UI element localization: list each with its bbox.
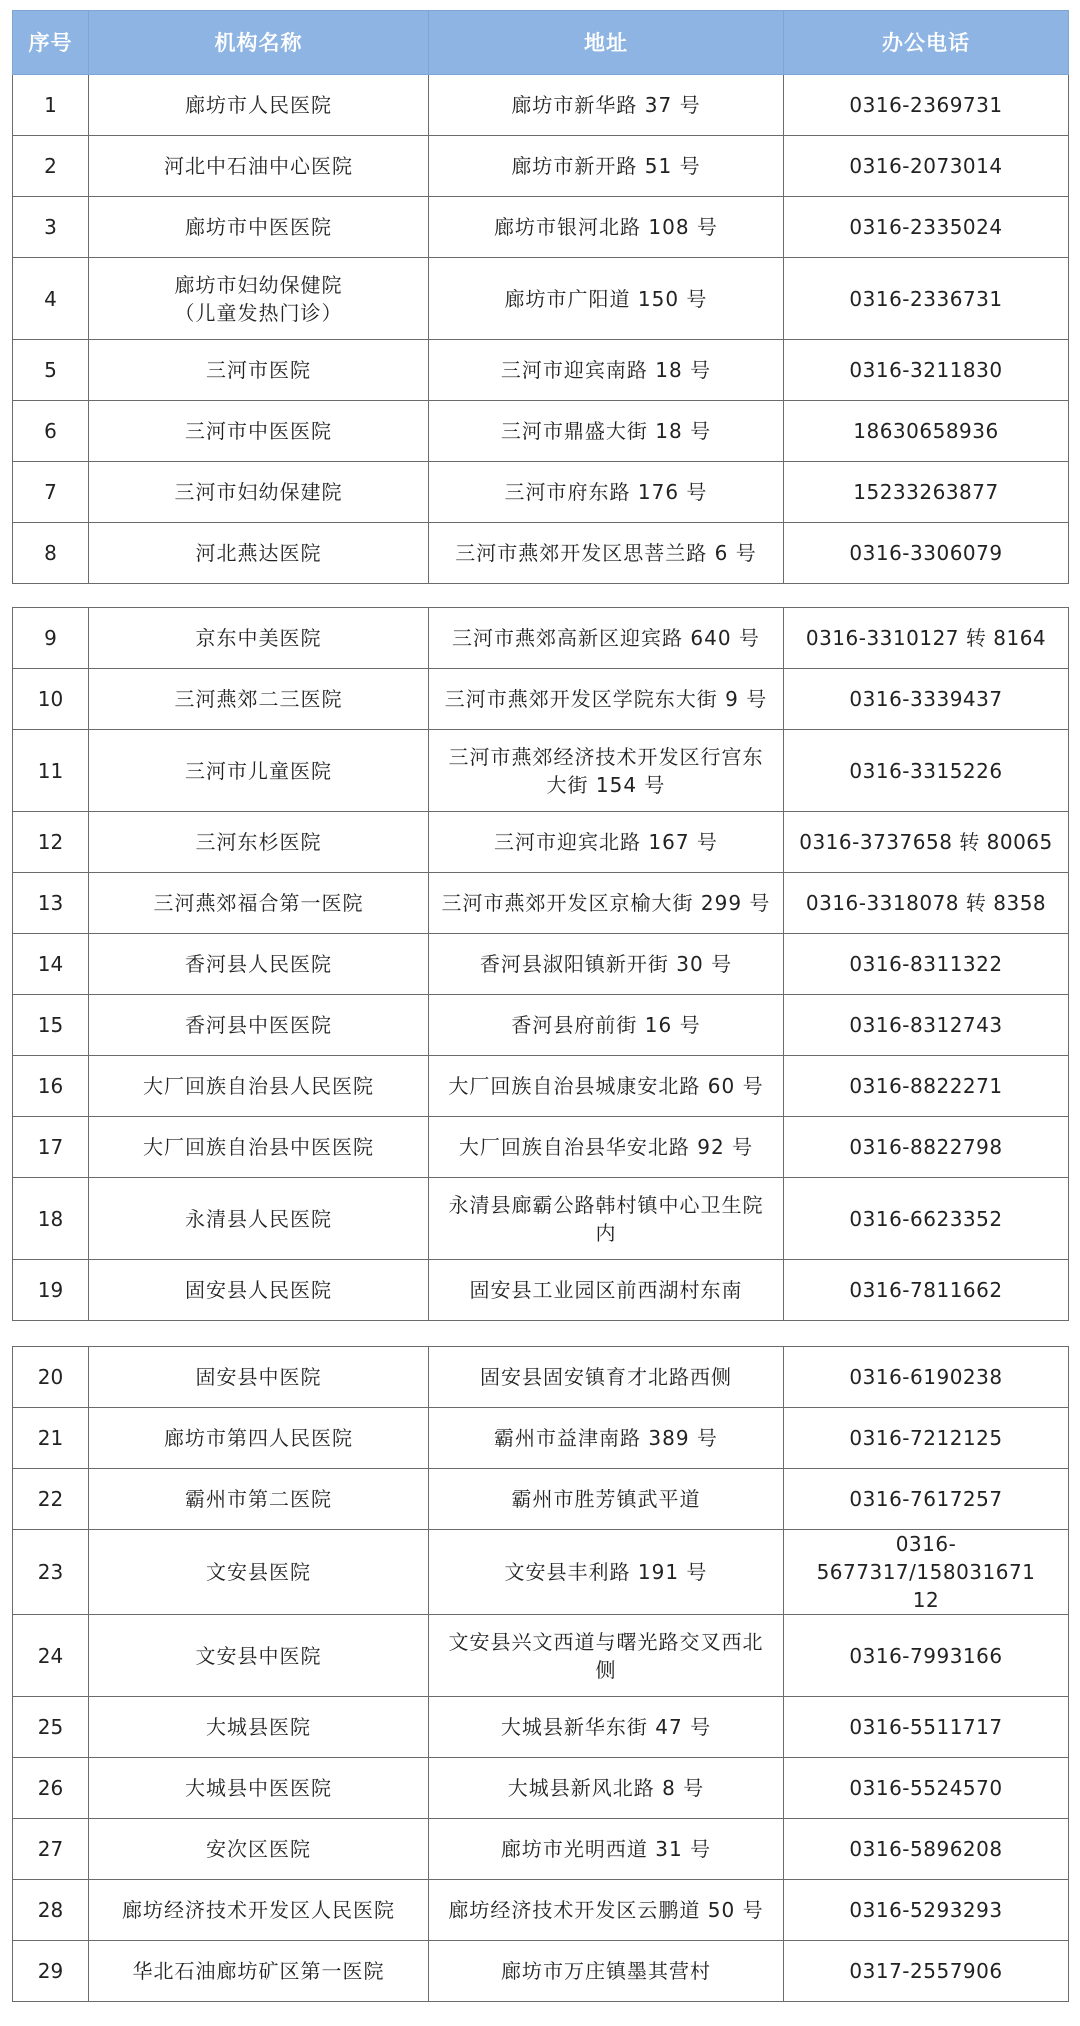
cell-index: 14 — [13, 934, 89, 995]
cell-address: 固安县工业园区前西湖村东南 — [429, 1260, 784, 1321]
cell-index: 2 — [13, 136, 89, 197]
table-row — [13, 995, 1069, 1056]
header-phone: 办公电话 — [784, 11, 1069, 75]
cell-name: 文安县中医院 — [89, 1615, 429, 1697]
cell-index: 6 — [13, 401, 89, 462]
cell-address: 大城县新华东街 47 号 — [429, 1697, 784, 1758]
cell-index: 12 — [13, 812, 89, 873]
cell-index: 28 — [13, 1880, 89, 1941]
cell-address: 廊坊市新开路 51 号 — [429, 136, 784, 197]
cell-address: 三河市鼎盛大街 18 号 — [429, 401, 784, 462]
cell-address: 三河市迎宾北路 167 号 — [429, 812, 784, 873]
cell-address: 文安县兴文西道与曙光路交叉西北 侧 — [429, 1615, 784, 1697]
cell-name: 霸州市第二医院 — [89, 1469, 429, 1530]
cell-address: 廊坊市银河北路 108 号 — [429, 197, 784, 258]
table-row — [13, 1408, 1069, 1469]
cell-index: 7 — [13, 462, 89, 523]
cell-index: 1 — [13, 75, 89, 136]
table-row — [13, 873, 1069, 934]
cell-phone: 0316-5293293 — [784, 1880, 1069, 1941]
table-row — [13, 197, 1069, 258]
cell-address: 三河市燕郊经济技术开发区行宫东 大街 154 号 — [429, 730, 784, 812]
cell-name: 廊坊经济技术开发区人民医院 — [89, 1880, 429, 1941]
table-row — [13, 1819, 1069, 1880]
cell-address: 香河县府前街 16 号 — [429, 995, 784, 1056]
cell-address: 廊坊市广阳道 150 号 — [429, 258, 784, 340]
cell-phone: 0316-5524570 — [784, 1758, 1069, 1819]
cell-name: 文安县医院 — [89, 1530, 429, 1615]
cell-address: 霸州市益津南路 389 号 — [429, 1408, 784, 1469]
cell-phone: 0316-3315226 — [784, 730, 1069, 812]
cell-address: 大城县新风北路 8 号 — [429, 1758, 784, 1819]
table-row — [13, 1615, 1069, 1697]
cell-name: 廊坊市中医医院 — [89, 197, 429, 258]
cell-index: 16 — [13, 1056, 89, 1117]
cell-name: 三河燕郊福合第一医院 — [89, 873, 429, 934]
cell-index: 21 — [13, 1408, 89, 1469]
table-row — [13, 812, 1069, 873]
table-row — [13, 75, 1069, 136]
cell-name: 固安县中医院 — [89, 1347, 429, 1408]
cell-phone: 0316-7811662 — [784, 1260, 1069, 1321]
cell-name: 京东中美医院 — [89, 608, 429, 669]
cell-address: 文安县丰利路 191 号 — [429, 1530, 784, 1615]
cell-address: 廊坊市万庄镇墨其营村 — [429, 1941, 784, 2002]
cell-phone: 0316-7212125 — [784, 1408, 1069, 1469]
cell-phone: 0316-2335024 — [784, 197, 1069, 258]
cell-phone: 0316-8311322 — [784, 934, 1069, 995]
cell-phone: 0316-6190238 — [784, 1347, 1069, 1408]
cell-index: 11 — [13, 730, 89, 812]
cell-address: 廊坊经济技术开发区云鹏道 50 号 — [429, 1880, 784, 1941]
table-row — [13, 1941, 1069, 2002]
cell-name: 三河市中医医院 — [89, 401, 429, 462]
table-row — [13, 608, 1069, 669]
table-row — [13, 1530, 1069, 1615]
cell-phone: 0316-7617257 — [784, 1469, 1069, 1530]
cell-index: 23 — [13, 1530, 89, 1615]
table-row — [13, 258, 1069, 340]
cell-name: 安次区医院 — [89, 1819, 429, 1880]
cell-name: 廊坊市人民医院 — [89, 75, 429, 136]
cell-phone: 18630658936 — [784, 401, 1069, 462]
hospital-table-part-1 — [12, 10, 1069, 584]
cell-index: 20 — [13, 1347, 89, 1408]
cell-phone: 0316-6623352 — [784, 1178, 1069, 1260]
table-row — [13, 1117, 1069, 1178]
cell-index: 27 — [13, 1819, 89, 1880]
cell-name: 大城县医院 — [89, 1697, 429, 1758]
cell-name: 河北中石油中心医院 — [89, 136, 429, 197]
cell-index: 10 — [13, 669, 89, 730]
cell-index: 18 — [13, 1178, 89, 1260]
cell-phone: 0316-7993166 — [784, 1615, 1069, 1697]
cell-phone: 0316-5677317/158031671 12 — [784, 1530, 1069, 1615]
cell-phone: 0316-8312743 — [784, 995, 1069, 1056]
table-row — [13, 1469, 1069, 1530]
table-row — [13, 1758, 1069, 1819]
cell-phone: 0317-2557906 — [784, 1941, 1069, 2002]
cell-index: 22 — [13, 1469, 89, 1530]
cell-name: 固安县人民医院 — [89, 1260, 429, 1321]
cell-phone: 0316-5896208 — [784, 1819, 1069, 1880]
cell-index: 9 — [13, 608, 89, 669]
cell-address: 大厂回族自治县城康安北路 60 号 — [429, 1056, 784, 1117]
table-row — [13, 730, 1069, 812]
cell-name: 三河市医院 — [89, 340, 429, 401]
table-row — [13, 1347, 1069, 1408]
hospital-table-part-3 — [12, 1346, 1069, 2002]
header-address: 地址 — [429, 11, 784, 75]
cell-phone: 0316-5511717 — [784, 1697, 1069, 1758]
cell-address: 三河市府东路 176 号 — [429, 462, 784, 523]
cell-index: 19 — [13, 1260, 89, 1321]
cell-phone: 0316-3310127 转 8164 — [784, 608, 1069, 669]
cell-phone: 0316-8822798 — [784, 1117, 1069, 1178]
header-index: 序号 — [13, 11, 89, 75]
cell-phone: 0316-3339437 — [784, 669, 1069, 730]
cell-phone: 0316-2336731 — [784, 258, 1069, 340]
cell-address: 香河县淑阳镇新开街 30 号 — [429, 934, 784, 995]
cell-name: 大厂回族自治县人民医院 — [89, 1056, 429, 1117]
cell-phone: 0316-3318078 转 8358 — [784, 873, 1069, 934]
table-row — [13, 340, 1069, 401]
cell-name: 大厂回族自治县中医医院 — [89, 1117, 429, 1178]
table-row — [13, 1178, 1069, 1260]
cell-address: 三河市燕郊开发区思菩兰路 6 号 — [429, 523, 784, 584]
cell-name: 香河县人民医院 — [89, 934, 429, 995]
cell-index: 29 — [13, 1941, 89, 2002]
table-row — [13, 934, 1069, 995]
cell-name: 廊坊市妇幼保健院 （儿童发热门诊） — [89, 258, 429, 340]
cell-name: 河北燕达医院 — [89, 523, 429, 584]
cell-name: 三河东杉医院 — [89, 812, 429, 873]
cell-index: 17 — [13, 1117, 89, 1178]
table-header-row — [13, 11, 1069, 75]
table-row — [13, 1880, 1069, 1941]
cell-index: 4 — [13, 258, 89, 340]
cell-address: 廊坊市新华路 37 号 — [429, 75, 784, 136]
cell-index: 8 — [13, 523, 89, 584]
table-row — [13, 523, 1069, 584]
cell-name: 廊坊市第四人民医院 — [89, 1408, 429, 1469]
cell-index: 5 — [13, 340, 89, 401]
cell-index: 15 — [13, 995, 89, 1056]
cell-address: 廊坊市光明西道 31 号 — [429, 1819, 784, 1880]
cell-name: 大城县中医医院 — [89, 1758, 429, 1819]
cell-index: 26 — [13, 1758, 89, 1819]
table-row — [13, 1260, 1069, 1321]
cell-phone: 0316-2073014 — [784, 136, 1069, 197]
cell-index: 24 — [13, 1615, 89, 1697]
cell-address: 大厂回族自治县华安北路 92 号 — [429, 1117, 784, 1178]
cell-address: 三河市燕郊高新区迎宾路 640 号 — [429, 608, 784, 669]
table-row — [13, 1056, 1069, 1117]
table-row — [13, 669, 1069, 730]
cell-address: 永清县廊霸公路韩村镇中心卫生院 内 — [429, 1178, 784, 1260]
cell-name: 永清县人民医院 — [89, 1178, 429, 1260]
cell-name: 三河燕郊二三医院 — [89, 669, 429, 730]
cell-index: 25 — [13, 1697, 89, 1758]
hospital-table-part-2 — [12, 607, 1069, 1321]
cell-name: 香河县中医医院 — [89, 995, 429, 1056]
cell-phone: 0316-2369731 — [784, 75, 1069, 136]
header-name: 机构名称 — [89, 11, 429, 75]
cell-address: 固安县固安镇育才北路西侧 — [429, 1347, 784, 1408]
cell-phone: 0316-3306079 — [784, 523, 1069, 584]
cell-phone: 0316-8822271 — [784, 1056, 1069, 1117]
cell-address: 三河市迎宾南路 18 号 — [429, 340, 784, 401]
cell-name: 三河市妇幼保建院 — [89, 462, 429, 523]
cell-index: 13 — [13, 873, 89, 934]
cell-address: 三河市燕郊开发区京榆大街 299 号 — [429, 873, 784, 934]
cell-address: 三河市燕郊开发区学院东大街 9 号 — [429, 669, 784, 730]
cell-phone: 0316-3737658 转 80065 — [784, 812, 1069, 873]
cell-name: 华北石油廊坊矿区第一医院 — [89, 1941, 429, 2002]
table-row — [13, 1697, 1069, 1758]
table-row — [13, 462, 1069, 523]
cell-address: 霸州市胜芳镇武平道 — [429, 1469, 784, 1530]
cell-index: 3 — [13, 197, 89, 258]
table-row — [13, 136, 1069, 197]
cell-phone: 0316-3211830 — [784, 340, 1069, 401]
cell-name: 三河市儿童医院 — [89, 730, 429, 812]
table-row — [13, 401, 1069, 462]
cell-phone: 15233263877 — [784, 462, 1069, 523]
